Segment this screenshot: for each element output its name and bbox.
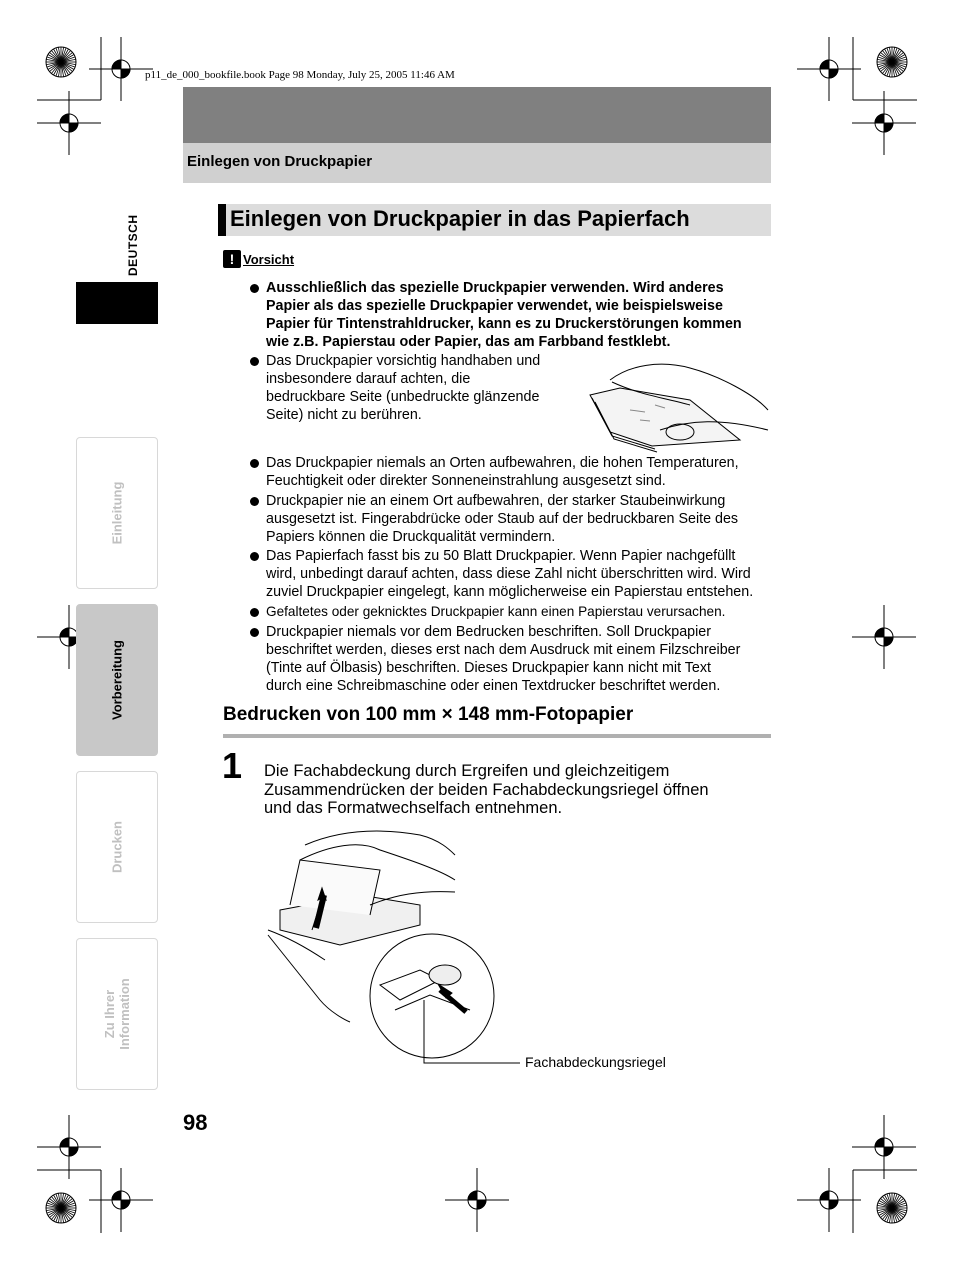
registration-mark-icon bbox=[37, 91, 101, 155]
registration-mark-icon bbox=[445, 1168, 509, 1232]
tab-label: Zu Ihrer Information bbox=[102, 978, 132, 1050]
step-line: Die Fachabdeckung durch Ergreifen und gleichzeitigem bbox=[264, 762, 670, 780]
registration-mark-icon bbox=[89, 37, 153, 101]
language-label bbox=[118, 198, 158, 278]
registration-mark-icon bbox=[797, 1168, 861, 1232]
bullet-text: Das Druckpapier vorsichtig handhaben und insbesondere darauf achten, die bedruckbare Seite (unbedruckte glänzende Seite) nicht zu berühren. bbox=[266, 353, 541, 423]
tab-label: Drucken bbox=[109, 820, 125, 874]
step-line: Zusammendrücken der beiden Fachabdeckungsriegel öffnen bbox=[264, 780, 709, 799]
file-header: p11_de_000_bookfile.book Page 98 Monday, July 25, 2005 11:46 AM bbox=[145, 69, 455, 81]
color-target-icon bbox=[46, 1193, 76, 1223]
registration-mark-icon bbox=[852, 91, 916, 155]
color-target-icon bbox=[877, 1193, 907, 1223]
bullet-text: Druckpapier nie an einem Ort aufbewahren, der starker Staubeinwirkung ausgesetzt ist. Fingerabdrücke oder Staub auf der bedruckbaren Seite des Papiers können die Druckqualität vermindern. bbox=[266, 493, 739, 545]
subheading-text: Bedrucken von 100 mm × 148 mm-Fotopapier bbox=[223, 704, 634, 725]
page-heading bbox=[218, 204, 771, 236]
bullet-text: Das Papierfach fasst bis zu 50 Blatt Druckpapier. Wenn Papier nachgefüllt wird, unbedingt darauf achten, dass diese Zahl nicht überschritten wird. Wird zuviel Druckpapier eingelegt, kann möglicherweise ein Papierstau entstehen. bbox=[266, 548, 754, 600]
section-title: Einlegen von Druckpapier bbox=[187, 153, 373, 170]
bullet-text: Das Druckpapier niemals an Orten aufbewahren, die hohen Temperaturen, Feuchtigkeit oder direkter Sonneneinstrahlung ausgesetzt sind. bbox=[266, 455, 739, 489]
paper-handling-illustration bbox=[590, 364, 768, 452]
bullet-dot-icon bbox=[250, 284, 259, 293]
tab-zu-ihrer-information[interactable] bbox=[76, 938, 158, 1090]
bullet-dot-icon bbox=[250, 497, 259, 506]
tab-label: Vorbereitung bbox=[109, 640, 125, 720]
caution-text: Vorsicht bbox=[243, 251, 295, 267]
step-text bbox=[264, 762, 764, 818]
header-band bbox=[183, 87, 771, 143]
bullet-text: Druckpapier niemals vor dem Bedrucken beschriften. Soll Druckpapier beschriftet werden, dieses erst nach dem Ausdruck mit einem Filzschreiber (Tinte auf Ölbasis) beschriften. Dieses Druckpapier kann nicht mit Text durch eine Schreibmaschine oder einen Textdrucker beschriftet werden. bbox=[266, 624, 741, 694]
registration-mark-icon bbox=[852, 1115, 916, 1179]
bullet-dot-icon bbox=[250, 357, 259, 366]
color-target-icon bbox=[46, 47, 76, 77]
heading-text: Einlegen von Druckpapier in das Papierfach bbox=[230, 206, 690, 231]
callout-label: Fachabdeckungsriegel bbox=[525, 1054, 666, 1070]
tab-drucken[interactable] bbox=[76, 771, 158, 923]
bullet-dot-icon bbox=[250, 459, 259, 468]
exclamation-icon: ! bbox=[223, 250, 241, 268]
bullet-dot-icon bbox=[250, 552, 259, 561]
subheading bbox=[223, 704, 771, 738]
registration-mark-icon bbox=[852, 605, 916, 669]
bullet-text: Gefaltetes oder geknicktes Druckpapier kann einen Papierstau verursachen. bbox=[266, 604, 726, 619]
tray-illustration bbox=[268, 831, 520, 1063]
section-band bbox=[183, 143, 771, 183]
bullet-text: Ausschließlich das spezielle Druckpapier verwenden. Wird anderes Papier als das spezielle Druckpapier verwendet, wie beispielsweise Papier für Tintenstrahldrucker, kann es zu Druckerstörungen kommen wie z.B. Papierstau oder Papier, das am Farbband festklebt. bbox=[266, 280, 742, 350]
tab-einleitung[interactable] bbox=[76, 437, 158, 589]
language-marker bbox=[76, 282, 158, 324]
bullet-dot-icon bbox=[250, 608, 259, 617]
registration-mark-icon bbox=[797, 37, 861, 101]
tab-label: Einleitung bbox=[109, 481, 125, 545]
tab-vorbereitung[interactable] bbox=[76, 604, 158, 756]
step-number: 1 bbox=[222, 745, 243, 786]
caution-label bbox=[223, 250, 294, 268]
language-text: DEUTSCH bbox=[126, 214, 140, 276]
page-number: 98 bbox=[183, 1110, 208, 1135]
color-target-icon bbox=[877, 47, 907, 77]
registration-mark-icon bbox=[37, 1115, 101, 1179]
step-line: und das Formatwechselfach entnehmen. bbox=[264, 799, 563, 817]
bullet-dot-icon bbox=[250, 628, 259, 637]
registration-mark-icon bbox=[89, 1168, 153, 1232]
